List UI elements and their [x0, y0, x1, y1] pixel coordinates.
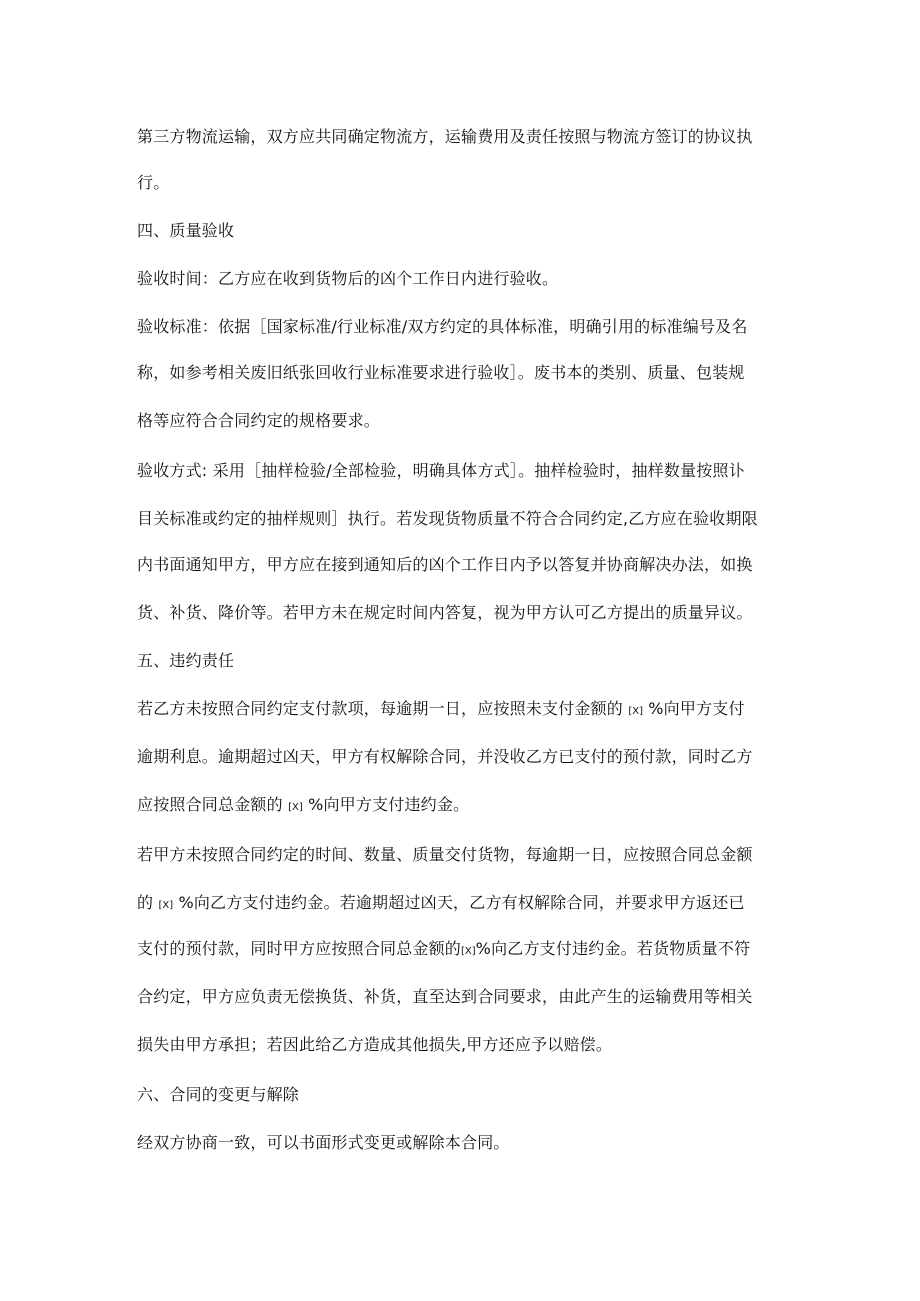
paragraph-line-with-placeholder [137, 699, 797, 722]
placeholder-value: [X] [628, 706, 643, 717]
paragraph-line-with-placeholder [137, 939, 797, 962]
paragraph-line: 货、补货、降价等。若甲方未在规定时间内答复，视为甲方认可乙方提出的质量异议。 [137, 603, 753, 622]
paragraph-line: 格等应符合合同约定的规格要求。 [137, 411, 381, 430]
section-heading-quality-inspection: 四、质量验收 [137, 221, 235, 240]
paragraph-line: 合约定，甲方应负责无偿换货、补货，直至达到合同要求，由此产生的运输费用等相关 [137, 987, 753, 1006]
paragraph-line: 验收方式: 采用［抽样检验/全部检验，明确具体方式］。抽样检验时，抽样数量按照讣 [137, 461, 745, 480]
paragraph-line: 目关标准或约定的抽样规则］执行。若发现货物质量不符合合同约定,乙方应在验收期限 [137, 509, 758, 528]
paragraph-line: 验收标准：依据［国家标准/行业标准/双方约定的具体标准，明确引用的标准编号及名 [137, 317, 748, 336]
placeholder-value: [X] [288, 802, 303, 813]
paragraph-line: 第三方物流运输，双方应共同确定物流方，运输费用及责任按照与物流方签订的协议执 [137, 127, 753, 146]
line-text-segment: %向乙方支付违约金。若逾期超过凶天，乙方有权解除合同，并要求甲方返还已 [178, 893, 745, 912]
paragraph-line: 逾期利息。逾期超过凶天，甲方有权解除合同，并没收乙方已支付的预付款，同时乙方 [137, 747, 753, 766]
line-text-segment: %向甲方支付违约金。 [308, 795, 470, 814]
line-text-segment: %向乙方支付违约金。若货物质量不符 [475, 939, 751, 958]
line-text-segment: 若乙方未按照合同约定支付款项，每逾期一日，应按照未支付金额的 [137, 699, 624, 718]
paragraph-line: 称，如参考相关废旧纸张回收行业标准要求进行验收］。废书本的类别、质量、包装规 [137, 363, 745, 382]
paragraph-line: 经双方协商一致，可以书面形式变更或解除本合同。 [137, 1133, 510, 1152]
paragraph-line-with-placeholder [137, 795, 797, 818]
paragraph-line-with-placeholder [137, 893, 797, 916]
paragraph-line: 损失由甲方承担；若因此给乙方造成其他损失,甲方还应予以赔偿。 [137, 1035, 613, 1054]
line-text-segment: 应按照合同总金额的 [137, 795, 283, 814]
line-text-segment: 支付的预付款，同时甲方应按照合同总金额的 [137, 939, 462, 958]
placeholder-value: [X] [461, 946, 476, 957]
line-text-segment: 的 [137, 893, 154, 912]
line-text-segment: %向甲方支付 [648, 699, 745, 718]
paragraph-line: 行。 [137, 173, 170, 192]
section-heading-contract-change: 六、合同的变更与解除 [137, 1085, 300, 1104]
section-heading-breach-liability: 五、违约责任 [137, 651, 235, 670]
paragraph-line: 若甲方未按照合同约定的时间、数量、质量交付货物，每逾期一日，应按照合同总金额 [137, 845, 753, 864]
paragraph-line: 内书面通知甲方，甲方应在接到通知后的凶个工作日内予以答复并协商解决办法，如换 [137, 555, 753, 574]
placeholder-value: [X] [158, 900, 174, 911]
paragraph-line: 验收时间：乙方应在收到货物后的凶个工作日内进行验收。 [137, 269, 559, 288]
